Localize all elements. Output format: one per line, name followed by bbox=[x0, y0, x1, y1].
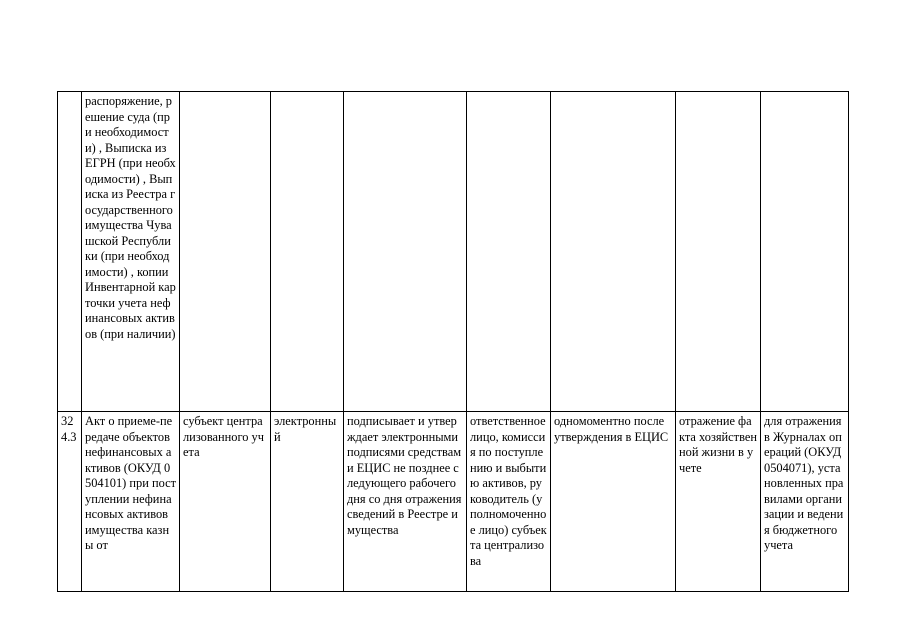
table-row bbox=[58, 412, 849, 592]
row-number-cell bbox=[58, 92, 82, 412]
responsible-person-cell: ответственное лицо, комиссия по поступлению и выбытию активов, руководитель (уполномоченное лицо) субъекта централизова bbox=[467, 412, 551, 592]
registry-cell bbox=[761, 92, 849, 412]
responsible-person-cell bbox=[467, 92, 551, 412]
purpose-cell: отражение факта хозяйственной жизни в учете bbox=[676, 412, 761, 592]
registry-cell: для отражения в Журналах операций (ОКУД 0504071), установленных правилами организации и ведения бюджетного учета bbox=[761, 412, 849, 592]
document-form-cell: электронный bbox=[271, 412, 344, 592]
table-row bbox=[58, 92, 849, 412]
action-cell: подписывает и утверждает электронными подписями средствами ЕЦИС не позднее следующего рабочего дня со дня отражения сведений в Реестре имущества bbox=[344, 412, 467, 592]
row-number-cell: 324.3 bbox=[58, 412, 82, 592]
document-table bbox=[57, 91, 849, 592]
document-name-cell: распоряжение, решение суда (при необходимости) , Выписка из ЕГРН (при необходимости) , Выписка из Реестра государственного имущества Чувашской Республики (при необходимости) , копии Инвентарной карточки учета нефинансовых активов (при наличии) bbox=[82, 92, 180, 412]
document-form-cell bbox=[271, 92, 344, 412]
responsible-subject-cell: субъект централизованного учета bbox=[180, 412, 271, 592]
responsible-subject-cell bbox=[180, 92, 271, 412]
purpose-cell bbox=[676, 92, 761, 412]
action-cell bbox=[344, 92, 467, 412]
document-name-cell: Акт о приеме-передаче объектов нефинансовых активов (ОКУД 0504101) при поступлении нефинансовых активов имущества казны от bbox=[82, 412, 180, 592]
deadline-cell: одномоментно после утверждения в ЕЦИС bbox=[551, 412, 676, 592]
deadline-cell bbox=[551, 92, 676, 412]
